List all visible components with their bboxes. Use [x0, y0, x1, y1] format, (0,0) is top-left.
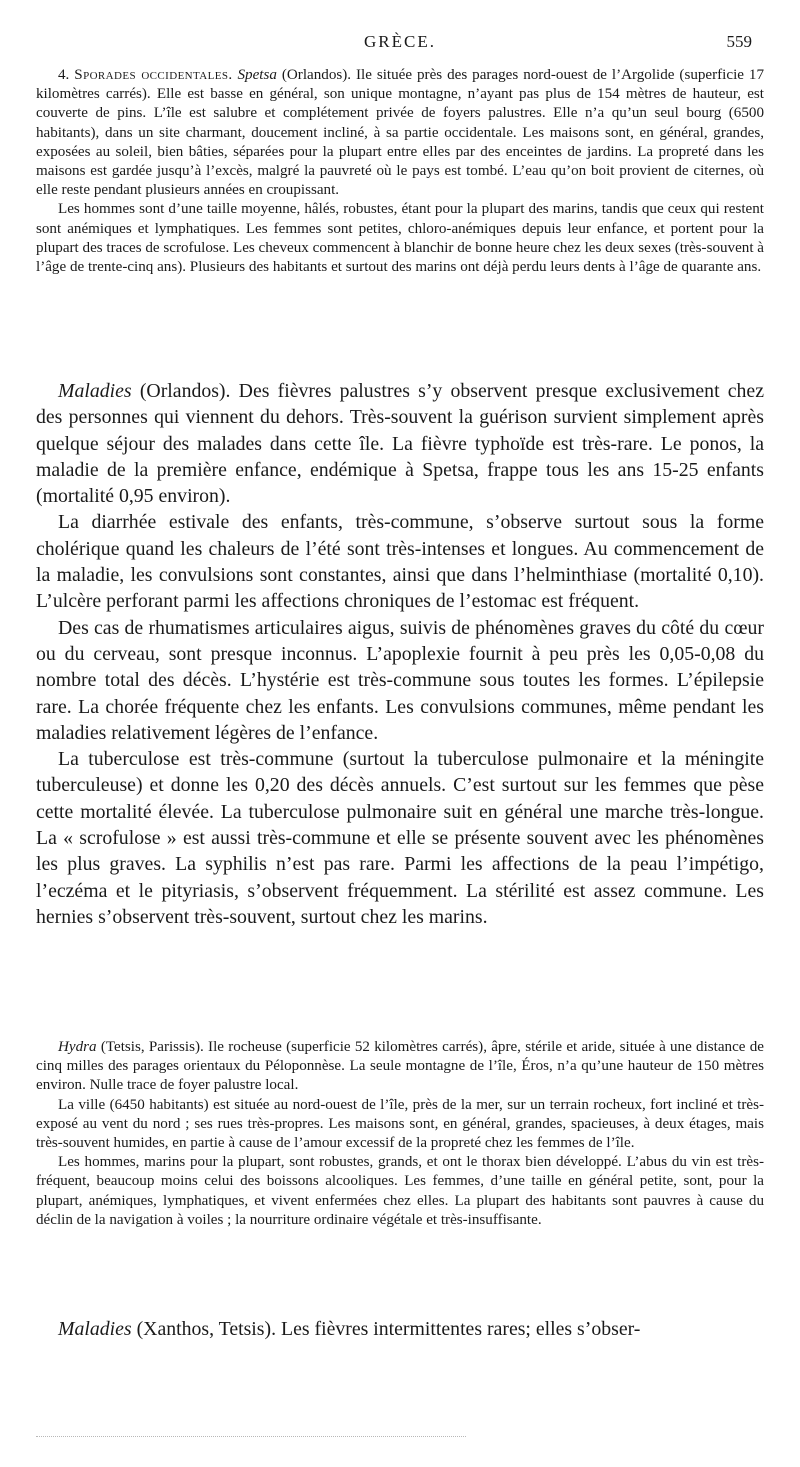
spetsa-intro-text: Ile située près des parages nord-ouest de l’Argolide (superficie 17 kilomètres carrés). Elle est basse en général, son unique montagne, n’ayant pas plus de 154 mètres de hauteur, est couverte de pins. L’île est salubre et complétement privée de foyers palustres. Elle n’a qu’un seul bourg (6500 habitants), dans un site charmant, doucement incliné, à sa partie occidentale. Les maisons sont, en général, grandes, exposées au soleil, bien bâties, séparées pour la plupart entre elles par des enceintes de jardins. La propreté dans les maisons est gardée jusqu’à l’excès, malgré la pauvreté où le pays est tombé. L’eau qu’on boit provient de citernes, où elle reste pendant plusieurs années en croupissant.	[36, 67, 764, 199]
hydra-ville-paragraph: La ville (6450 habitants) est située au nord-ouest de l’île, près de la mer, sur un terrain rocheux, fort incliné et très-exposé au vent du nord ; ses rues très-propres. Les maisons sont, en général, grandes, spacieuses, à deux étages, mais très-souvent humides, en partie à cause de l’amour excessif de la propreté chez les femmes de l’île.	[36, 1096, 764, 1152]
running-title: GRÈCE.	[364, 32, 436, 51]
maladies-hydra-sources: (Xanthos, Tetsis).	[136, 1318, 277, 1340]
sporades-section	[36, 66, 764, 277]
hydra-intro-text: Ile rocheuse (superficie 52 kilomètres carrés), âpre, stérile et aride, située à une distance de cinq milles des parages orientaux du Péloponnèse. La seule montagne de l’île, Éros, n’a qu’une hauteur de 150 mètres environ. Nulle trace de foyer palustre local.	[36, 1039, 764, 1094]
hydra-section	[36, 1038, 764, 1230]
place-name-hydra: Hydra	[58, 1039, 97, 1055]
maladies-hydra-paragraph	[36, 1316, 764, 1342]
maladies-sources: (Orlandos).	[139, 380, 231, 402]
running-head	[0, 30, 800, 56]
maladies-spetsa-p4: La tuberculose est très-commune (surtout la tuberculose pulmonaire et la méningite tuberculeuse) et donne les 0,20 des décès annuels. C’est surtout sur les femmes que pèse cette mortalité élevée. La tuberculose pulmonaire suit en général une marche très-longue. La « scrofulose » est aussi très-commune et elle se présente souvent avec les phénomènes les plus graves. La syphilis n’est pas rare. Parmi les affections de la peau l’impétigo, l’eczéma et le pityriasis, s’observent fréquemment. La stérilité est assez commune. Les hernies s’observent très-souvent, surtout chez les marins.	[36, 748, 764, 928]
maladies-hydra-section	[36, 1316, 764, 1342]
section-number: 4.	[58, 67, 70, 83]
footer-rule	[36, 1436, 466, 1437]
sources-hydra: (Tetsis, Parissis).	[100, 1039, 204, 1055]
sporades-intro-paragraph	[36, 66, 764, 200]
maladies-spetsa-section	[36, 378, 764, 930]
spetsa-population-paragraph: Les hommes sont d’une taille moyenne, hâlés, robustes, étant pour la plupart des marins, tandis que ceux qui restent sont anémiques et lymphatiques. Les femmes sont petites, chloro-anémiques depuis leur enfance, et portent pour la plupart des traces de scrofulose. Les cheveux commencent à blanchir de bonne heure chez les deux sexes (très-souvent à l’âge de trente-cinq ans). Plusieurs des habitants et surtout des marins ont déjà perdu leurs dents à l’âge de quarante ans.	[36, 201, 764, 276]
hydra-population-paragraph: Les hommes, marins pour la plupart, sont robustes, grands, et ont le thorax bien développé. L’abus du vin est très-fréquent, beaucoup moins celui des boissons alcooliques. Les femmes, d’une taille en général petite, sont, pour la plupart, anémiques, lymphatiques, et vivent enfermées chez elles. La plupart des habitants sont pauvres à cause du déclin de la navigation à voiles ; la nourriture ordinaire végétale et très-insuffisante.	[36, 1154, 764, 1228]
hydra-intro-paragraph	[36, 1038, 764, 1096]
maladies-spetsa-p3: Des cas de rhumatismes articulaires aigus, suivis de phénomènes graves du côté du cœur ou du cerveau, sont presque inconnus. L’apoplexie fournit à peu près les 0,05-0,08 du nombre total des décès. L’hystérie est très-commune sous toutes les formes. L’épilepsie rare. La chorée fréquente chez les enfants. Les convulsions communes, même pendant les maladies relativement légères de l’enfance.	[36, 616, 764, 744]
maladies-spetsa-p2: La diarrhée estivale des enfants, très-commune, s’observe surtout sous la forme cholérique quand les chaleurs de l’été sont très-intenses et longues. Au commencement de la maladie, les convulsions sont constantes, ainsi que dans l’helminthiase (mortalité 0,10). L’ulcère perforant parmi les affections chroniques de l’estomac est fréquent.	[36, 511, 764, 613]
maladies-spetsa-p1	[36, 378, 764, 509]
section-heading: Sporades occidentales.	[74, 67, 233, 83]
maladies-p1-text: Des fièvres palustres s’y observent presque exclusivement chez des personnes qui viennent du dehors. Très-souvent la guérison survient simplement après quelque séjour des malades dans cette île. La fièvre typhoïde est très-rare. Le ponos, la maladie de la première enfance, endémique à Spetsa, frappe tous les ans 15-25 enfants (mortalité 0,95 environ).	[36, 380, 764, 508]
place-name-spetsa: Spetsa	[237, 67, 277, 83]
sources-spetsa: (Orlandos).	[281, 67, 352, 83]
maladies-label: Maladies	[58, 380, 132, 402]
page-number: 559	[726, 32, 752, 51]
maladies-hydra-label: Maladies	[58, 1318, 132, 1340]
maladies-hydra-text: Les fièvres intermittentes rares; elles s’obser-	[281, 1318, 641, 1340]
